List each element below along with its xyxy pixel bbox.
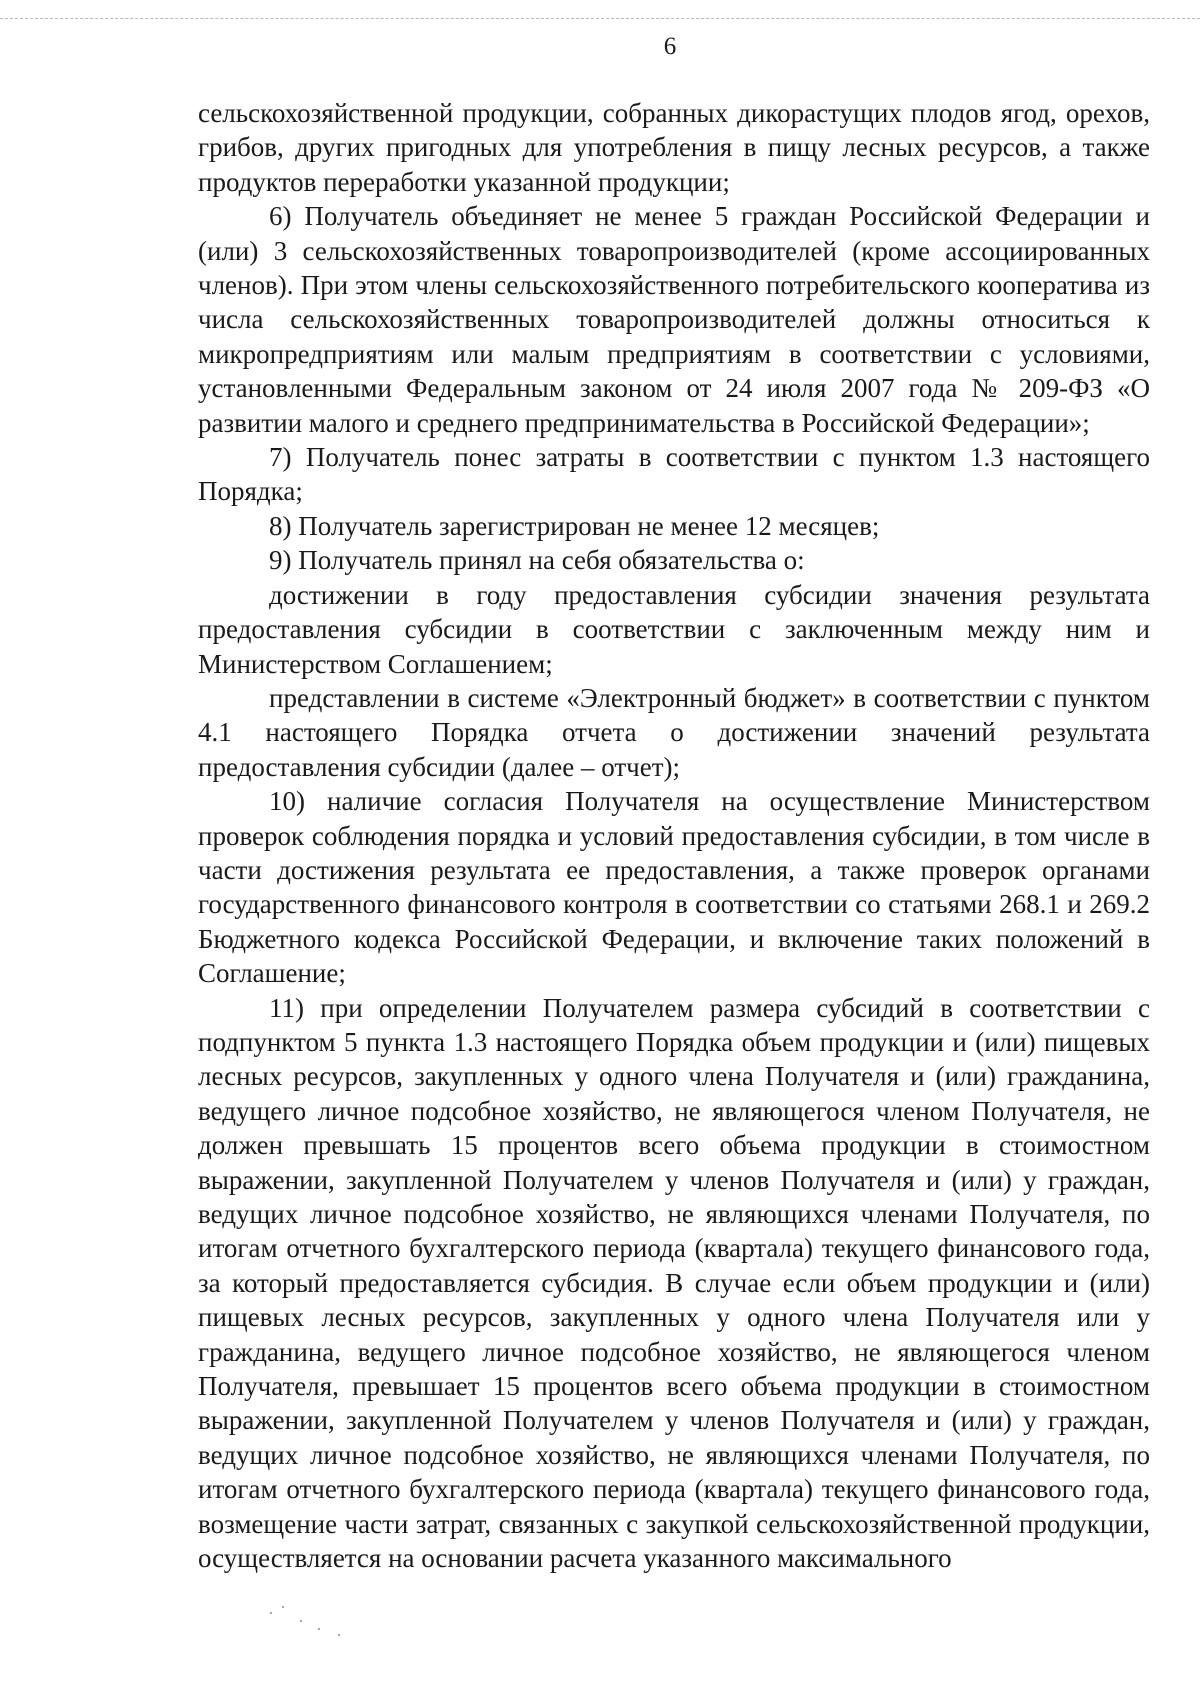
- paragraph-item-11: 11) при определении Получателем размера субсидий в соответствии с подпунктом 5 пункта 1.3 настоящего Порядка объем продукции и (или) пищевых лесных ресурсов, закупленных у одного члена Получателя и (или) гражданина, ведущего личное подсобное хозяйство, не являющегося членом Получателя, не должен превышать 15 процентов всего объема продукции в стоимостном выражении, закупленной Получателем у членов Получателя и (или) у граждан, ведущих личное подсобное хозяйство, не являющихся членами Получателя, по итогам отчетного бухгалтерского периода (квартала) текущего финансового года, за который предоставляется субсидия. В случае если объем продукции и (или) пищевых лесных ресурсов, закупленных у одного члена Получателя или у гражданина, ведущего личное подсобное хозяйство, не являющегося членом Получателя, превышает 15 процентов всего объема продукции в стоимостном выражении, закупленной Получателем у членов Получателя и (или) у граждан, ведущих личное подсобное хозяйство, не являющихся членами Получателя, по итогам отчетного бухгалтерского периода (квартала) текущего финансового года, возмещение части затрат, связанных с закупкой сельскохозяйственной продукции, осуществляется на основании расчета указанного максимального: [198, 992, 1150, 1574]
- scan-speck: [282, 1606, 284, 1608]
- paragraph-item-7: 7) Получатель понес затраты в соответствии с пунктом 1.3 настоящего Порядка;: [198, 442, 1150, 507]
- paragraph-item-10: 10) наличие согласия Получателя на осуществление Министерством проверок соблюдения порядка и условий предоставления субсидии, в том числе в части достижения результата ее предоставления, а также проверок органами государственного финансового контроля в соответствии со статьями 268.1 и 269.2 Бюджетного кодекса Российской Федерации, и включение таких положений в Соглашение;: [198, 786, 1150, 989]
- paragraph-obligation-result: достижении в году предоставления субсидии значения результата предоставления субсидии в соответствии с заключенным между ним и Министерством Соглашением;: [198, 579, 1150, 679]
- scan-speck: [300, 1620, 302, 1622]
- scan-speck: [338, 1634, 340, 1636]
- scan-speck: [270, 1612, 272, 1614]
- paragraph-item-6: 6) Получатель объединяет не менее 5 граждан Российской Федерации и (или) 3 сельскохозяйственных товаропроизводителей (кроме ассоциированных членов). При этом члены сельскохозяйственного потребительского кооператива из числа сельскохозяйственных товаропроизводителей должны относиться к микропредприятиям или малым предприятиям в соответствии с условиями, установленными Федеральным законом от 24 июля 2007 года № 209-ФЗ «О развитии малого и среднего предпринимательства в Российской Федерации»;: [198, 201, 1150, 438]
- scan-speck: [318, 1628, 320, 1630]
- paragraph-item-8: 8) Получатель зарегистрирован не менее 12 месяцев;: [269, 510, 880, 541]
- paragraph-item-9: 9) Получатель принял на себя обязательства о:: [269, 545, 805, 576]
- paragraph-continuation: сельскохозяйственной продукции, собранных дикорастущих плодов ягод, орехов, грибов, других пригодных для употребления в пищу лесных ресурсов, а также продуктов переработки указанной продукции;: [198, 98, 1150, 197]
- document-body: [198, 96, 1150, 1575]
- page-number: 6: [663, 33, 677, 60]
- scan-top-edge: [0, 18, 1200, 19]
- paragraph-obligation-report: представлении в системе «Электронный бюджет» в соответствии с пунктом 4.1 настоящего Порядка отчета о достижении значений результата предоставления субсидии (далее – отчет);: [198, 682, 1150, 782]
